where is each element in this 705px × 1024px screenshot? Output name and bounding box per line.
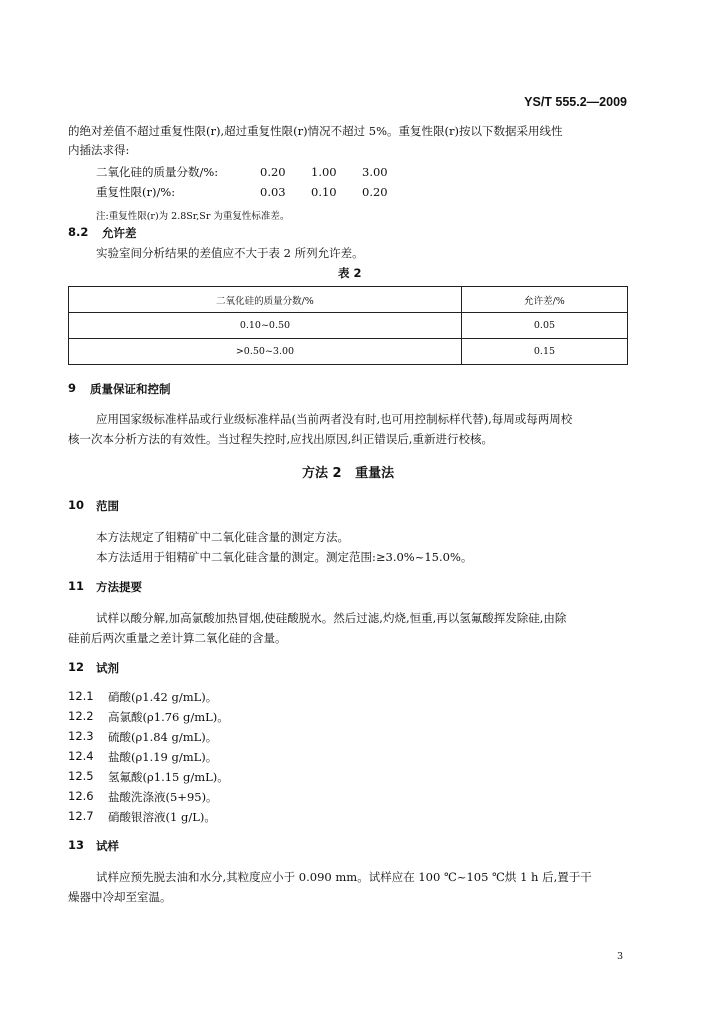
allowance-table (68, 286, 628, 365)
data-value: 0.20 (362, 185, 388, 199)
item-number: 12.3 (68, 729, 94, 743)
section-title: 允许差 (102, 226, 137, 240)
data-row-label: 重复性限(r)/%: (96, 185, 176, 199)
paragraph-line: 本方法规定了钼精矿中二氧化硅含量的测定方法。 (96, 530, 349, 544)
paragraph-line: 应用国家级标准样品或行业级标准样品(当前两者没有时,也可用控制标样代替),每周或每两周校 (96, 412, 573, 426)
data-value: 3.00 (362, 165, 388, 179)
paragraph-line: 核一次本分析方法的有效性。当过程失控时,应找出原因,纠正错误后,重新进行校核。 (68, 432, 493, 446)
list-item: 硫酸(ρ1.84 g/mL)。 (108, 730, 218, 744)
section-number: 9 (68, 381, 77, 395)
item-number: 12.4 (68, 749, 94, 763)
paragraph-line: 本方法适用于钼精矿中二氧化硅含量的测定。测定范围:≥3.0%~15.0%。 (96, 550, 473, 564)
list-item: 硝酸(ρ1.42 g/mL)。 (108, 690, 218, 704)
note: 注:重复性限(r)为 2.8Sr,Sr 为重复性标准差。 (96, 211, 290, 222)
section-title: 试样 (96, 839, 119, 853)
data-value: 1.00 (311, 165, 337, 179)
data-value: 0.10 (311, 185, 337, 199)
table-header-row (69, 287, 628, 313)
section-number: 8.2 (68, 225, 89, 239)
table-cell: 0.05 (461, 313, 627, 339)
table-caption: 表 2 (338, 266, 362, 280)
table-header-cell: 允许差/% (461, 287, 627, 313)
paragraph-line: 燥器中冷却至室温。 (68, 890, 172, 904)
list-item: 高氯酸(ρ1.76 g/mL)。 (108, 710, 229, 724)
item-number: 12.5 (68, 769, 94, 783)
section-title: 质量保证和控制 (90, 382, 171, 396)
table-header-cell: 二氧化硅的质量分数/% (69, 287, 462, 313)
list-item: 盐酸洗涤液(5+95)。 (108, 790, 218, 804)
table-row (69, 313, 628, 339)
paragraph-line: 硅前后两次重量之差计算二氧化硅的含量。 (68, 631, 287, 645)
document-code: YS/T 555.2—2009 (524, 95, 627, 109)
table-cell: 0.10~0.50 (69, 313, 462, 339)
item-number: 12.7 (68, 809, 94, 823)
table-row (69, 339, 628, 365)
table-cell: 0.15 (461, 339, 627, 365)
page-number: 3 (617, 951, 624, 962)
paragraph-line: 内插法求得: (68, 143, 130, 157)
item-number: 12.1 (68, 689, 94, 703)
section-number: 13 (68, 838, 85, 852)
method-title: 方法 2 重量法 (302, 466, 395, 481)
data-value: 0.03 (260, 185, 286, 199)
section-number: 11 (68, 579, 85, 593)
section-title: 试剂 (96, 661, 119, 675)
paragraph-line: 试样应预先脱去油和水分,其粒度应小于 0.090 mm。试样应在 100 ℃~105 ℃烘 1 h 后,置于干 (96, 870, 592, 884)
list-item: 硝酸银溶液(1 g/L)。 (108, 810, 216, 824)
paragraph-line: 的绝对差值不超过重复性限(r),超过重复性限(r)情况不超过 5%。重复性限(r)按以下数据采用线性 (68, 124, 563, 138)
item-number: 12.6 (68, 789, 94, 803)
paragraph-line: 实验室间分析结果的差值应不大于表 2 所列允许差。 (96, 246, 364, 260)
table-cell: >0.50~3.00 (69, 339, 462, 365)
section-number: 10 (68, 498, 85, 512)
list-item: 盐酸(ρ1.19 g/mL)。 (108, 750, 218, 764)
data-row-label: 二氧化硅的质量分数/%: (96, 165, 219, 179)
section-title: 范围 (96, 499, 119, 513)
section-number: 12 (68, 660, 85, 674)
data-value: 0.20 (260, 165, 286, 179)
item-number: 12.2 (68, 709, 94, 723)
list-item: 氢氟酸(ρ1.15 g/mL)。 (108, 770, 229, 784)
paragraph-line: 试样以酸分解,加高氯酸加热冒烟,使硅酸脱水。然后过滤,灼烧,恒重,再以氢氟酸挥发除硅,由除 (96, 611, 567, 625)
section-title: 方法提要 (96, 580, 142, 594)
